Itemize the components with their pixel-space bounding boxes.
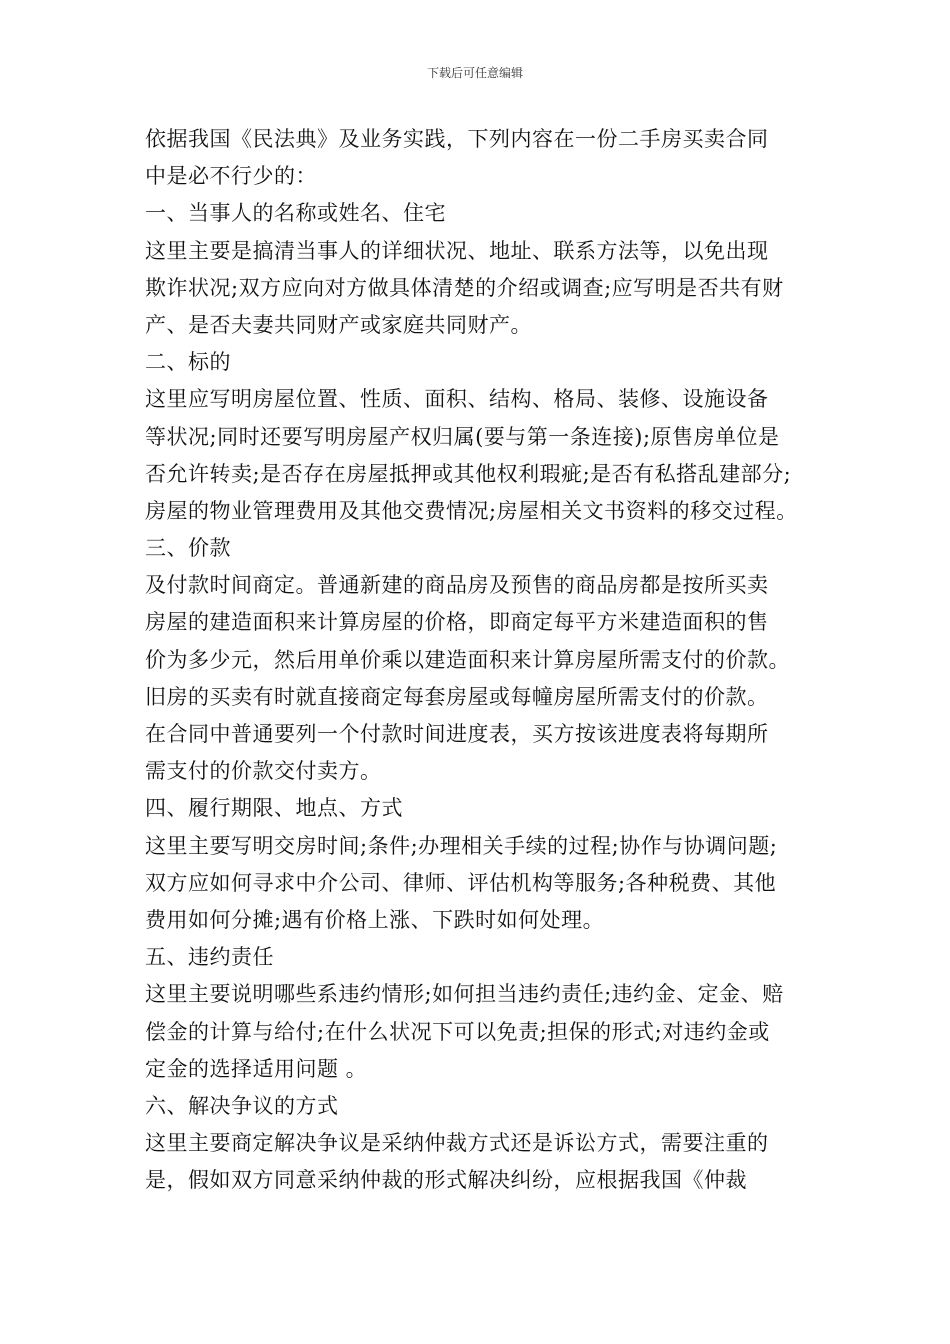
text-line: 旧房的买卖有时就直接商定每套房屋或每幢房屋所需支付的价款。 (145, 684, 769, 709)
section-heading: 六、解决争议的方式 (145, 1093, 339, 1118)
section-heading: 五、违约责任 (145, 945, 274, 970)
text-line: 费用如何分摊;遇有价格上涨、下跌时如何处理。 (145, 907, 605, 932)
text-line: 中是必不行少的： (145, 164, 317, 189)
text-line: 在合同中普通要列一个付款时间进度表，买方按该进度表将每期所 (145, 722, 769, 746)
text-line: 这里应写明房屋位置、性质、面积、结构、格局、装修、设施设备 (145, 387, 769, 412)
text-line: 依据我国《民法典》及业务实践，下列内容在一份二手房买卖合同 (145, 127, 769, 151)
text-line: 否允许转卖;是否存在房屋抵押或其他权利瑕疵;是否有私搭乱建部分; (145, 461, 792, 486)
text-line: 房屋的建造面积来计算房屋的价格，即商定每平方米建造面积的售 (145, 610, 769, 635)
document-body (145, 121, 810, 1199)
text-line: 等状况;同时还要写明房屋产权归属(要与第一条连接);原售房单位是 (145, 424, 780, 449)
section-heading: 三、价款 (145, 536, 231, 561)
text-line: 是，假如双方同意采纳仲裁的形式解决纠纷，应根据我国《仲裁 (145, 1168, 747, 1193)
text-line: 这里主要说明哪些系违约情形;如何担当违约责任;违约金、定金、赔 (145, 982, 784, 1007)
text-line: 欺诈状况;双方应向对方做具体清楚的介绍或调查;应写明是否共有财 (145, 275, 784, 300)
page-header: 下载后可任意编辑 (426, 66, 523, 80)
text-line: 偿金的计算与给付;在什么状况下可以免责;担保的形式;对违约金或 (145, 1019, 770, 1044)
text-line: 及付款时间商定。普通新建的商品房及预售的商品房都是按所买卖 (145, 573, 769, 598)
text-line: 房屋的物业管理费用及其他交费情况;房屋相关文书资料的移交过程。 (145, 498, 798, 523)
text-line: 产、是否夫妻共同财产或家庭共同财产。 (145, 312, 532, 337)
section-heading: 二、标的 (145, 350, 231, 375)
text-line: 这里主要是搞清当事人的详细状况、地址、联系方法等，以免出现 (145, 238, 769, 263)
text-line: 这里主要商定解决争议是采纳仲裁方式还是诉讼方式，需要注重的 (145, 1131, 769, 1156)
text-line: 双方应如何寻求中介公司、律师、评估机构等服务;各种税费、其他 (145, 870, 777, 895)
section-heading: 一、当事人的名称或姓名、住宅 (145, 201, 446, 226)
text-line: 定金的选择适用问题 。 (145, 1056, 368, 1081)
section-heading: 四、履行期限、地点、方式 (145, 796, 403, 821)
text-line: 需支付的价款交付卖方。 (145, 759, 382, 784)
text-line: 这里主要写明交房时间;条件;办理相关手续的过程;协作与协调问题; (145, 833, 778, 858)
text-line: 价为多少元，然后用单价乘以建造面积来计算房屋所需支付的价款。 (145, 647, 790, 672)
